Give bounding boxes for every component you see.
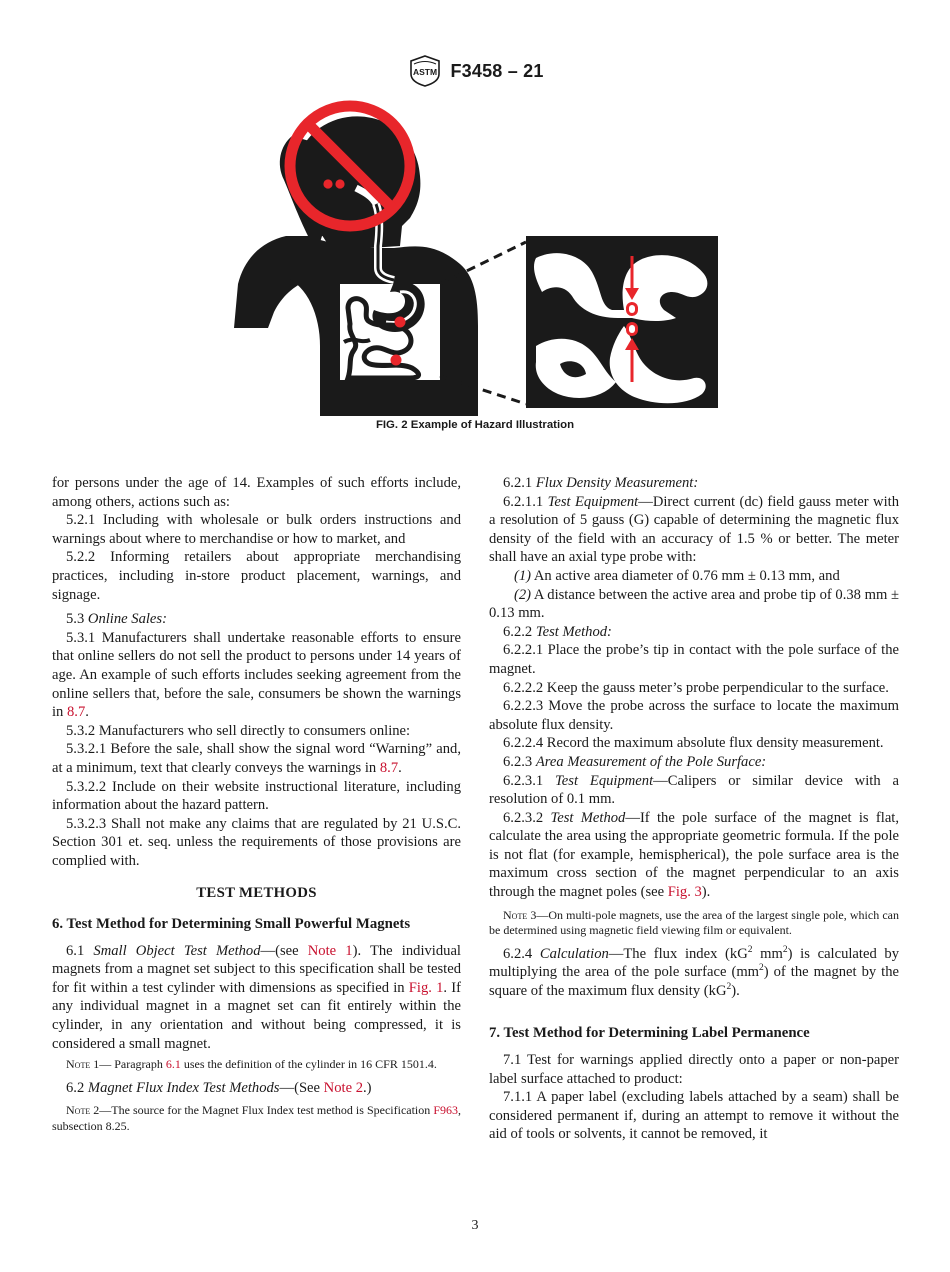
figure-link[interactable]: Fig. 3: [667, 884, 702, 901]
section-5-3-heading: [52, 610, 461, 629]
list-item: [489, 586, 899, 623]
text: —Calipers or similar device with a resolution of 0.1 mm.: [489, 772, 899, 808]
text: ). The individual magnets from a magnet set subject to this specification shall be tested for fit within a test cylinder with dimensions as specified in: [52, 942, 461, 996]
note-label: Note: [66, 1057, 91, 1072]
section-title: Test Method: [550, 809, 626, 826]
section-title: Area Measurement of the Pole Surface:: [535, 753, 767, 770]
paragraph-5-3-2-1: [52, 740, 461, 777]
section-6-2-3-heading: [489, 753, 899, 772]
superscript: 2: [747, 944, 753, 955]
text: uses the definition of the cylinder in 16 CFR 1501.4.: [180, 1057, 437, 1072]
text: .: [85, 704, 89, 721]
section-link[interactable]: 8.7: [67, 704, 86, 721]
magnet-dot: [391, 355, 402, 366]
section-number: 5.3: [66, 611, 85, 628]
paragraph-7-1: 7.1 Test for warnings applied directly onto a paper or non-paper label surface attached to product:: [489, 1052, 899, 1087]
text: An active area diameter of 0.76 mm ± 0.13 mm, and: [531, 567, 840, 584]
section-6-2-1-heading: [489, 474, 899, 493]
note-link[interactable]: Note 2: [323, 1079, 363, 1096]
section-7-heading: 7. Test Method for Determining Label Permanence: [489, 1025, 810, 1042]
note-label: Note: [503, 907, 528, 922]
left-column: [52, 474, 461, 1140]
paragraph-6-2-2-3: 6.2.2.3 Move the probe across the surface to locate the maximum absolute flux density.: [489, 698, 899, 733]
section-title: Online Sales:: [87, 611, 167, 628]
superscript: 2: [726, 981, 732, 992]
list-number: (1): [514, 567, 532, 584]
text: —If the pole surface of the magnet is flat, calculate the area using the appropriate geometric formula. If the pole is not flat (for example, hemispherical), the pole surface area is the maximum cross section of the magnet perpendicular to an axis through the magnet poles (see: [489, 809, 899, 901]
section-number: 6.1: [66, 942, 85, 959]
text: , subsection 8.25.: [52, 1103, 461, 1133]
section-number: 6.2.4: [503, 945, 533, 962]
paragraph: for persons under the age of 14. Examples of such efforts include, among others, actions such as:: [52, 475, 461, 510]
astm-logo-icon: [406, 54, 444, 88]
note-label: Note: [66, 1103, 91, 1118]
note-2: [52, 1103, 461, 1134]
text: 5.3.2.1 Before the sale, shall show the signal word “Warning” and, at a minimum, text that clearly conveys the warnings in: [52, 741, 461, 776]
magnified-view: [526, 236, 718, 408]
section-number: 6.2.1: [503, 475, 533, 491]
section-number: 6.2.3.2: [503, 809, 544, 826]
paragraph-6-2-2-2: 6.2.2.2 Keep the gauss meter’s probe perpendicular to the surface.: [503, 679, 889, 696]
superscript: 2: [759, 963, 764, 974]
text: ) of the magnet by the square of the maximum flux density (kG: [489, 964, 899, 999]
note-1: [52, 1057, 461, 1073]
section-title: Flux Density Measurement:: [535, 475, 699, 491]
text: —Direct current (dc) field gauss meter with a resolution of 5 gauss (G) capable of determining the magnetic flux density of the field with an accuracy of 1.5 % or better. The meter shall have an axial type probe with:: [489, 493, 900, 566]
text: —(See: [279, 1079, 324, 1096]
section-title: Magnet Flux Index Test Methods: [87, 1079, 280, 1096]
paragraph-6-2-3-1: [489, 772, 899, 809]
page-header: [0, 54, 950, 88]
paragraph-5-2-1: 5.2.1 Including with wholesale or bulk orders instructions and warnings about where to merchandise or how to market, and: [52, 512, 461, 547]
paragraph-6-2-4: [489, 945, 899, 1001]
section-title: Small Object Test Method: [93, 942, 261, 959]
section-title: Test Equipment: [547, 493, 639, 510]
paragraph-5-3-1: [52, 629, 461, 722]
section-number: 6.2.1.1: [503, 493, 544, 510]
text: —(see: [260, 942, 308, 959]
section-number: 6.2: [66, 1079, 85, 1096]
text: 5.3.1 Manufacturers shall undertake reasonable efforts to ensure that online sellers do not sell the product to persons under 14 years of age. An example of such efforts includes seeking agreement from the online sellers that, before the sale, consumers be shown the warnings in: [52, 629, 461, 721]
text: ).: [701, 884, 711, 901]
paragraph-6-2-2-4: 6.2.2.4 Record the maximum absolute flux density measurement.: [503, 735, 884, 752]
magnet-dot: [395, 317, 406, 328]
right-column: [489, 474, 899, 1144]
test-methods-heading: TEST METHODS: [196, 885, 317, 902]
text: mm: [752, 945, 783, 962]
text: A distance between the active area and probe tip of 0.38 mm ± 0.13 mm.: [489, 586, 899, 622]
hazard-illustration: [224, 96, 724, 416]
text: . If any individual magnet in a magnet set can fit entirely within the cylinder, in any orientation and without being compressed, it is considered a small magnet.: [52, 979, 461, 1052]
text: ).: [731, 982, 740, 999]
list-item: [489, 567, 899, 586]
paragraph-6-2-3-2: [489, 809, 899, 902]
text: ) is calculated by multiplying the area of the pole surface (mm: [489, 945, 900, 981]
section-title: Calculation: [539, 945, 609, 962]
note-link[interactable]: Note 1: [307, 942, 353, 959]
section-number: 6.2.3.1: [503, 772, 544, 789]
section-link[interactable]: 6.1: [165, 1057, 181, 1072]
magnet-dot: [323, 179, 332, 188]
document-designation: F3458 – 21: [450, 60, 544, 81]
section-title: Test Method:: [535, 623, 612, 640]
section-link[interactable]: 8.7: [379, 759, 399, 776]
magnet-dot: [335, 179, 344, 188]
text: 1— Paragraph: [90, 1057, 166, 1072]
text: 3—On multi-pole magnets, use the area of the largest single pole, which can be determined using magnetic field viewing film or equivalent.: [489, 907, 899, 938]
section-number: 6.2.2: [503, 623, 533, 640]
paragraph-5-3-2: 5.3.2 Manufacturers who sell directly to consumers online:: [66, 722, 411, 739]
text: .): [363, 1079, 372, 1096]
paragraph-5-2-2: 5.2.2 Informing retailers about appropriate merchandising practices, including in-store product placement, warnings, and signage.: [52, 549, 461, 603]
svg-text:ASTM: ASTM: [413, 67, 438, 77]
paragraph-6-2-2-1: 6.2.2.1 Place the probe’s tip in contact with the pole surface of the magnet.: [489, 642, 899, 677]
section-6-heading: 6. Test Method for Determining Small Powerful Magnets: [52, 916, 411, 933]
paragraph-6-1: [52, 942, 461, 1054]
section-title: Test Equipment: [555, 772, 654, 789]
text: .: [398, 759, 402, 776]
paragraph-6-2: [52, 1079, 461, 1098]
paragraph-7-1-1: 7.1.1 A paper label (excluding labels attached by a seam) shall be considered permanent if, during an attempt to remove it without the aid of tools or solvents, it cannot be removed, it: [489, 1089, 899, 1143]
page-number: 3: [471, 1218, 479, 1233]
note-3: [489, 908, 899, 939]
section-6-2-2-heading: [489, 623, 899, 642]
figure-caption: FIG. 2 Example of Hazard Illustration: [375, 419, 575, 431]
list-number: (2): [514, 586, 532, 603]
paragraph-5-3-2-3: 5.3.2.3 Shall not make any claims that are regulated by 21 U.S.C. Section 301 et. seq. unless the requirements of those provisions are complied with.: [52, 815, 461, 869]
paragraph-5-3-2-2: 5.3.2.2 Include on their website instructional literature, including information about the hazard pattern.: [52, 778, 461, 814]
superscript: 2: [782, 944, 788, 955]
text: —The flux index (kG: [608, 945, 748, 962]
standard-link[interactable]: F963: [433, 1103, 458, 1118]
paragraph-6-2-1-1: [489, 493, 899, 567]
text: 2—The source for the Magnet Flux Index test method is Specification: [90, 1103, 434, 1118]
section-number: 6.2.3: [503, 753, 533, 770]
figure-link[interactable]: Fig. 1: [408, 979, 444, 996]
